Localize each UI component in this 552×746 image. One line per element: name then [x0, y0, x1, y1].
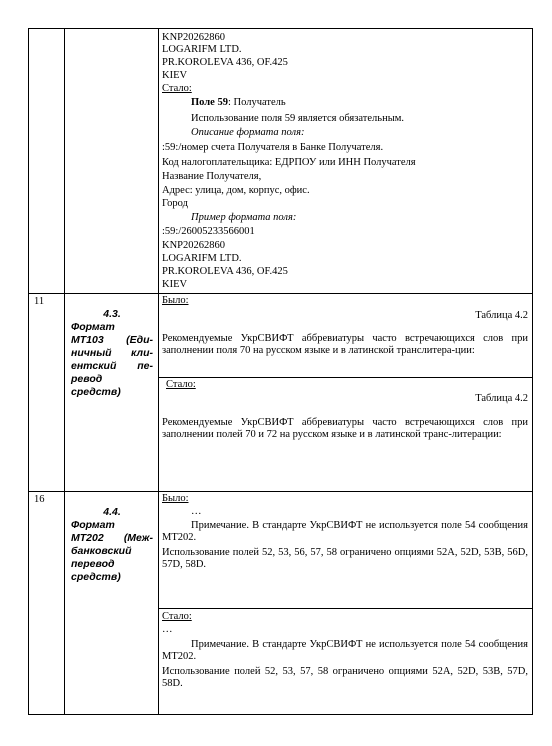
row-divider-11	[28, 293, 533, 294]
row-number-16: 16	[34, 494, 45, 505]
stalo-text-11: Рекомендуемые УкрСВИФТ аббревиатуры часто встречающихся слов при заполнении полей 70 и 72 на русском языке и в латинской транс-литерации:	[162, 417, 528, 440]
section-title-line: банковский	[71, 545, 132, 557]
example-line-1: :59:/26005233566001	[162, 226, 255, 237]
stalo-ellipsis-16: …	[162, 624, 173, 635]
bylo-label-16: Было:	[162, 493, 189, 504]
section-title-line: MT202 (Меж-	[71, 532, 153, 544]
top-line-1: KNP20262860	[162, 32, 226, 43]
section-title-line: ничный кли-	[71, 347, 153, 359]
field-59-usage: Использование поля 59 является обязательным.	[191, 113, 405, 124]
format-line-5: Город	[162, 198, 188, 209]
bylo-usage-16: Использование полей 52, 53, 56, 57, 58 ограничено опциями 52А, 52D, 53В, 56D, 57D, 58D.	[162, 547, 528, 570]
bylo-label-11: Было:	[162, 295, 189, 306]
table-border-left	[28, 28, 29, 715]
top-line-3: PR.KOROLEVA 436, OF.425	[162, 57, 288, 68]
top-line-2: LOGARIFM LTD.	[162, 44, 242, 55]
top-line-4: KIEV	[162, 70, 188, 81]
field-59-rest: : Получатель	[227, 97, 286, 108]
table-col-divider-1	[64, 28, 65, 715]
section-title-line: MT103 (Еди-	[71, 334, 153, 346]
row-divider-16	[28, 491, 533, 492]
section-number: 4.3.	[103, 308, 121, 320]
section-title-line: перевод	[71, 558, 115, 570]
section-title-line: Формат	[71, 321, 115, 333]
format-line-1: :59:/номер счета Получателя в Банке Получателя.	[162, 142, 384, 153]
stalo-label-16: Стало:	[162, 611, 192, 622]
example-line-2: KNP20262860	[162, 240, 226, 251]
table-label-11-bylo: Таблица 4.2	[475, 310, 528, 321]
section-title-line: ентский пе-	[71, 360, 153, 372]
row-number-11: 11	[34, 296, 45, 307]
section-title-4-3	[71, 308, 153, 399]
section-title-line: ревод	[71, 373, 103, 385]
section-title-line: Формат	[71, 519, 115, 531]
example-label: Пример формата поля:	[191, 212, 297, 223]
example-line-4: PR.KOROLEVA 436, OF.425	[162, 266, 288, 277]
table-border-bottom	[28, 714, 533, 715]
format-line-2: Код налогоплательщика: ЕДРПОУ или ИНН Получателя	[162, 157, 416, 168]
table-col-divider-2	[158, 28, 159, 715]
example-line-5: KIEV	[162, 279, 188, 290]
field-59-heading	[191, 97, 286, 109]
section-title-line: средств)	[71, 571, 121, 583]
bylo-note-16: Примечание. В стандарте УкрСВИФТ не используется поле 54 сообщения МТ202.	[162, 520, 528, 543]
table-label-11-stalo: Таблица 4.2	[475, 393, 528, 404]
section-number: 4.4.	[103, 506, 121, 518]
top-stalo-label: Стало:	[162, 83, 192, 94]
format-line-4: Адрес: улица, дом, корпус, офис.	[162, 185, 310, 196]
bylo-text-11: Рекомендуемые УкрСВИФТ аббревиатуры часто встречающихся слов при заполнении поля 70 на русском языке и в латинской транслитера-ции:	[162, 333, 528, 356]
inner-divider-16	[158, 608, 533, 609]
stalo-label-11: Стало:	[166, 379, 196, 390]
format-line-3: Название Получателя,	[162, 171, 262, 182]
inner-divider-11	[158, 377, 533, 378]
section-title-line: средств)	[71, 386, 121, 398]
format-desc-label: Описание формата поля:	[191, 127, 305, 138]
table-border-right	[532, 28, 533, 715]
table-border-top	[28, 28, 533, 29]
field-59-bold: Поле 59	[191, 97, 228, 108]
bylo-ellipsis-16: …	[191, 506, 202, 517]
stalo-note-16: Примечание. В стандарте УкрСВИФТ не используется поле 54 сообщения МТ202.	[162, 639, 528, 662]
stalo-usage-16: Использование полей 52, 53, 57, 58 ограничено опциями 52А, 52D, 53В, 57D, 58D.	[162, 666, 528, 689]
example-line-3: LOGARIFM LTD.	[162, 253, 242, 264]
section-title-4-4	[71, 506, 153, 584]
